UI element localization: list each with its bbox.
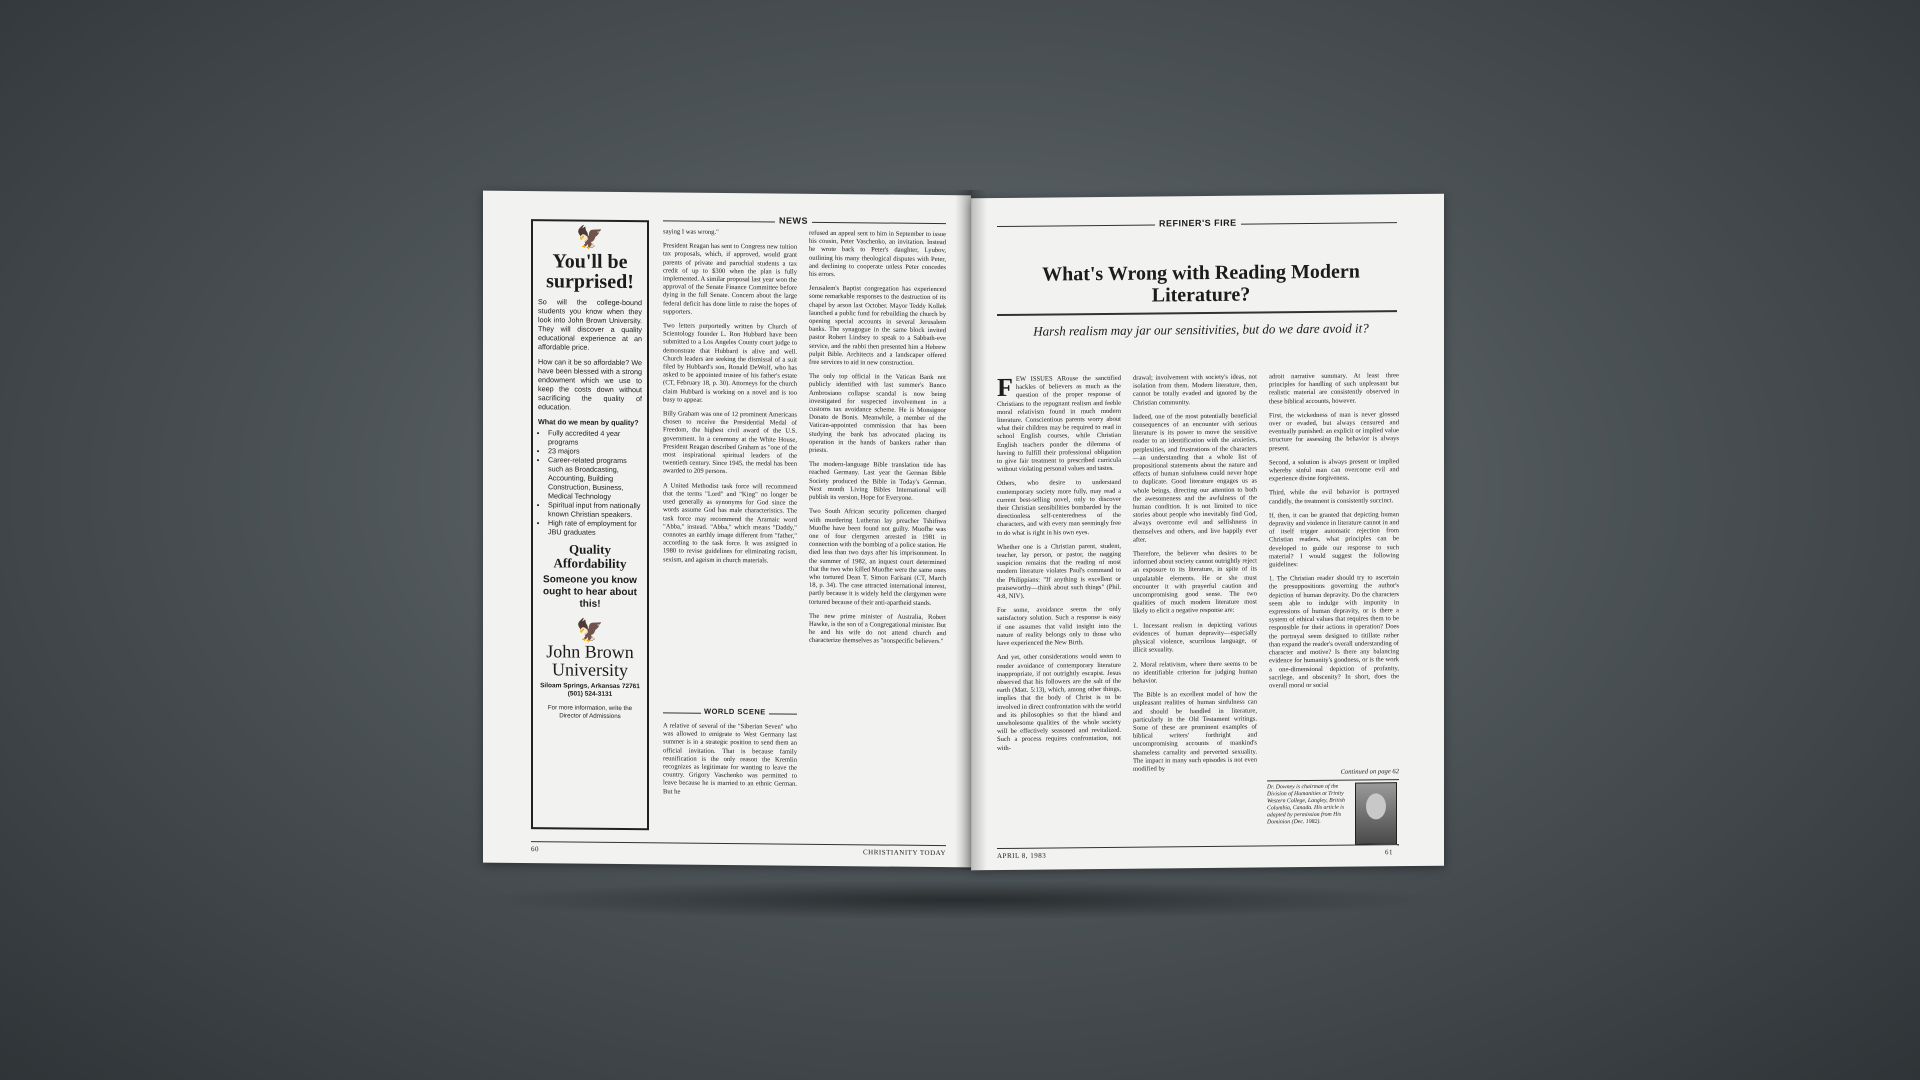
article-paragraph: 1. The Christian reader should try to ascertain the presuppositions governing the author's depiction of human depravity. Do the characters seem able to indulge with impunity in expressions of human depravity, or is there a system of ethical values that requires them to be responsible for their actions in operation? Does the portrayal seem designed to titillate rather than expand the reader's overall understanding of character and motive? Is there any balancing evidence for humanity's goodness, or is the work a one-dimensional depiction of profanity, sacrilege, and obscenity? In short, does the overall moral or social: [1269, 574, 1399, 690]
ad-how: How can it be so affordable? We have been blessed with a strong endowment which we use to keep the costs down without sacrificing the quality of education.: [538, 357, 642, 412]
news-paragraph: refused an appeal sent to him in September to issue his cousin, Peter Vaschenko, an invitation. Instead he wrote back to Peter's daughter, Lyubov, outlining his many theological disputes with Peter, and declining to cooperate unless Peter concedes his errors.: [809, 229, 946, 279]
ad-list-item: • 23 majors: [548, 446, 642, 456]
author-photo: [1355, 782, 1397, 844]
section-head-world-scene: WORLD SCENE: [701, 707, 769, 717]
folio-date: APRIL 8, 1983: [997, 851, 1047, 861]
article-paragraph: [997, 372, 1121, 475]
news-paragraph: Two letters purportedly written by Church of Scientology founder L. Ron Hubbard have been submitted to a Los Angeles County court judge to demonstrate that Hubbard is alive and well. Church leaders are seeking the dismissal of a suit filed by Hubbard's son, Ronald DeWolf, who has asked to be appointed trustee of his father's estate (CT, February 18, p. 30). Attorneys for the church claim Hubbard is working on a novel and is too busy to appear.: [663, 322, 797, 404]
article-paragraph: Whether one is a Christian parent, student, teacher, lay person, or pastor, the nagging suspicion remains that the reading of most modern literature violates Paul's command to the Philippians: "If anything is excellent or praiseworthy—think about such things" (Phil. 4:8, NIV).: [997, 542, 1121, 601]
left-page: [483, 191, 971, 868]
news-paragraph: saying I was wrong.": [663, 228, 719, 236]
right-page: [971, 194, 1444, 871]
eagle-icon: 🦅: [576, 224, 604, 250]
author-face: [1366, 793, 1386, 819]
article-paragraph: First, the wickedness of man is never glossed over or evaded, but always censured and eventually punished: an explicit or implied value structure for assessing the behavior is always present.: [1269, 410, 1399, 453]
news-paragraph: The only top official in the Vatican Bank not publicly identified with last summer's Banco Ambrosiano collapse scandal is now being investigated for suspected involvement in a customs tax avoidance scheme. He is Monsignor Donato de Bonis. Meanwhile, a member of the Vatican-appointed commission that has been studying the bank has advocated placing its operation in the hands of bankers rather than priests.: [809, 373, 946, 455]
ad-list-item: • Fully accredited 4 year programs: [548, 428, 642, 447]
folio-magazine-title: CHRISTIANITY TODAY: [863, 848, 947, 858]
news-paragraph: Jerusalem's Baptist congregation has experienced some remarkable responses to the destruction of its chapel by arson last October. Mayor Teddy Kollek launched a public fund for rebuilding the church by opening special accounts in several Jerusalem banks. The synagogue in the same block invited pastor Robert Lindsey to speak to a Sabbath-eve service, and the rabbi then presented him a Hebrew pulpit Bible. Architects and a landscaper offered free services to aid in new construction.: [809, 285, 946, 367]
ad-intro: So will the college-bound students you know when they look into John Brown University. They will discover a quality educational experience at an affordable price.: [538, 297, 642, 352]
author-bio-text: Dr. Downey is chairman of the Division of Humanities at Trinity Western College, Langley, British Columbia, Canada. His article is adapted by permission from His Dominion (Dec. 1982).: [1267, 783, 1345, 826]
ad-university: John Brown University: [546, 641, 634, 681]
article-column-2: [1133, 374, 1257, 780]
ad-quality: Quality Affordability: [553, 541, 627, 572]
news-paragraph: A relative of several of the "Siberian Seven" who was allowed to emigrate to West Germany last summer is in a strategic position to send them an official invitation. That is because family reunification is the only reason the Kremlin recognizes as legitimate for wanting to leave the country. Grigory Vaschenko was permitted to leave because he is married to an ethnic German. But he: [663, 722, 797, 796]
article-column-1: [997, 372, 1121, 759]
article-paragraph: And yet, other considerations would seem to render avoidance of contemporary literature inappropriate, if not outrightly escapist. Jesus observed that his followers are the salt of the earth (Matt. 5:13), which, among other things, implies that the body of Christ is to be involved in direct confrontation with the world and its philosophies so that the bland and unwholesome qualities of the whole society will be effectively seasoned and revitalized. Such a process requires confrontation, not with-: [997, 653, 1121, 752]
folio-page-number: 60: [531, 845, 539, 854]
article-paragraph: For some, avoidance seems the only satisfactory solution. Such a response is easy if one assumes that valid insight into the nature of reality belongs only to those who have experienced the New Birth.: [997, 606, 1121, 648]
title-rule: [997, 310, 1397, 316]
drop-cap: F: [997, 372, 1013, 403]
ad-headline: You'll be surprised!: [546, 250, 634, 294]
article-column-3: [1269, 372, 1399, 696]
news-paragraph: The new prime minister of Australia, Robert Hawke, is the son of a Congregational minister. But he and his wife do not attend church and characterize themselves as "nonspecific believers.": [809, 612, 946, 646]
article-paragraph: Third, while the evil behavior is portrayed candidly, the treatment is consistently succinct.: [1269, 488, 1399, 506]
news-paragraph: The modern-language Bible translation tide has reached Germany. Last year the German Bible Society produced the Bible in Today's German. Next month Living Bibles International will publish its version, Hope for Everyone.: [809, 461, 946, 502]
article-paragraph: 2. Moral relativism, where there seems to be no identifiable criterion for judging human behavior.: [1133, 660, 1257, 685]
section-head-refiners-fire: REFINER'S FIRE: [1155, 218, 1241, 229]
ad-info: For more information, write the Director of Admissions: [547, 704, 633, 720]
article-paragraph: The Bible is an excellent model of how the unpleasant realities of human sinfulness can and should be handled in literature, particularly in the Old Testament writings. Some of these are prominent examples of biblical writers' forthright and uncompromising accounts of mankind's shameless carnality and perverted sexuality. The impact in many such episodes is not even modified by: [1133, 690, 1257, 773]
ad-list: [538, 428, 642, 537]
spread-shadow: [470, 880, 1450, 920]
article-paragraph: Second, a solution is always present or implied whereby sinful man can overcome evil and experience divine forgiveness.: [1269, 457, 1399, 483]
news-paragraph: A United Methodist task force will recommend that the terms "Lord" and "King" no longer be used generally as synonyms for God since the words assume God has male characteristics. The task force may recommend the Aramaic word "Abba," instead. "Abba," which means "Daddy," connotes an earthly image different from "father," according to the task force. It was assigned in 1980 to revise guidelines for eliminating racism, sexism, and ageism in church materials.: [663, 482, 797, 564]
article-subtitle: Harsh realism may jar our sensitivities, but do we dare avoid it?: [1033, 320, 1369, 339]
news-paragraph: Two South African security policemen charged with murdering Lutheran lay preacher Tshifiwa Muofhe have been found not guilty. Muofhe was one of four clergymen arrested in 1981 in connection with the bombing of a police station. He died less than two days after his imprisonment. In the summer of 1982, an inquest court determined that the two who killed Muofhe were the same ones who tortured Dean T. Simon Farisani (CT, March 18, p. 34). The case attracted international interest, partly because it is widely held the clergymen were tortured because of their anti-apartheid stands.: [809, 508, 946, 607]
ad-question: What do we mean by quality?: [538, 417, 639, 428]
article-lead: EW ISSUES ARouse the sanctified hackles of believers as much as the question of the proper response of Christians to the repugnant realism and feeble moral relativism found in much modern literature. Conscientious parents worry about what their children may be required to read in school English courses, while Christian English teachers ponder the dilemma of having to fulfill their professional obligation to give fair treatment to prescribed curricula without violating personal values and tastes.: [997, 374, 1121, 474]
section-head-news: NEWS: [775, 215, 812, 225]
jbu-advertisement: [531, 219, 649, 830]
news-column-2: [809, 230, 946, 653]
article-paragraph: Others, who desire to understand contemporary society more fully, may read a current best-selling novel, only to discover their Christian sensibilities bombarded by the directionless self-centeredness of the characters, and with every man seemingly free to do what is right in his own eyes.: [997, 479, 1121, 537]
folio-page-number: 61: [1385, 848, 1393, 857]
article-paragraph: 1. Incessant realism in depicting various evidences of human depravity—especially physical violence, scurrilous language, or illicit sexuality.: [1133, 621, 1257, 655]
news-paragraph: President Reagan has sent to Congress new tuition tax proposals, which, if approved, would grant parents of private and parochial students a tax credit of up to $300 when the plan is fully implemented. A similar proposal last year won the approval of the Senate Finance Committee before dying in the full Senate. Concern about the large federal deficit has done little to raise the hopes of supporters.: [663, 242, 797, 316]
article-paragraph: If, then, it can be granted that depicting human depravity and violence in literature cannot in and of itself trigger automatic rejection from Christian readers, what principles can be developed to guide our response to such material? I would suggest the following guidelines:: [1269, 511, 1399, 569]
continued-note: Continued on page 62: [1269, 768, 1399, 777]
news-column-1-bottom: [663, 722, 797, 803]
folio-rule: [531, 841, 946, 846]
article-paragraph: drawal; involvement with society's ideas, not isolation from them. Modern literature, then, cannot be totally evaded and ignored by the Christian community.: [1133, 373, 1257, 407]
article-paragraph: adroit narrative summary. At least three principles for handling of such unpleasant but realistic material are consistently observed in these biblical accounts, however.: [1269, 372, 1399, 406]
news-paragraph: Billy Graham was one of 12 prominent Americans chosen to receive the Presidential Medal of Freedom, the highest civil award of the U.S. government. In a ceremony at the White House, President Reagan described Graham as "one of the most inspirational spiritual leaders of the twentieth century. Since 1945, the medal has been awarded to 209 persons.: [663, 410, 797, 476]
article-paragraph: Indeed, one of the most potentially beneficial consequences of an encounter with serious literature is its power to move the sensitive reader to an identification with the anxieties, perplexities, and frustrations of the characters—an understanding that a whole list of propositional statements about the nature and effects of human sinfulness could never hope to duplicate. Good literature engages us as whole beings, directing our attention to both the awesomeness and the awfulness of the human condition. It is not limited to nice stories about people who inevitably find God, always overcome evil and selfishness in themselves and others, and live happily ever after.: [1133, 412, 1257, 544]
ad-someone: Someone you know ought to hear about this!: [543, 574, 637, 610]
ad-list-item: • High rate of employment for JBU graduates: [548, 518, 642, 537]
article-title: What's Wrong with Reading Modern Literature?: [1042, 260, 1360, 307]
eagle-logo-icon: 🦅: [576, 617, 604, 643]
ad-location: Siloam Springs, Arkansas 72761 (501) 524-3131: [540, 682, 640, 698]
ad-list-item: • Career-related programs such as Broadcasting, Accounting, Building Construction, Business, Medical Technology: [548, 455, 642, 501]
news-column-1: [663, 228, 797, 571]
ad-list-item: • Spiritual input from nationally known Christian speakers.: [548, 500, 642, 519]
article-paragraph: Therefore, the believer who desires to be informed about society cannot outrightly reject an exposure to its literature, in spite of its unpalatable elements. He or she must encounter it with prayerful caution and uncompromising good sense. The two qualities of much modern literature most likely to elicit a negative response are:: [1133, 549, 1257, 616]
